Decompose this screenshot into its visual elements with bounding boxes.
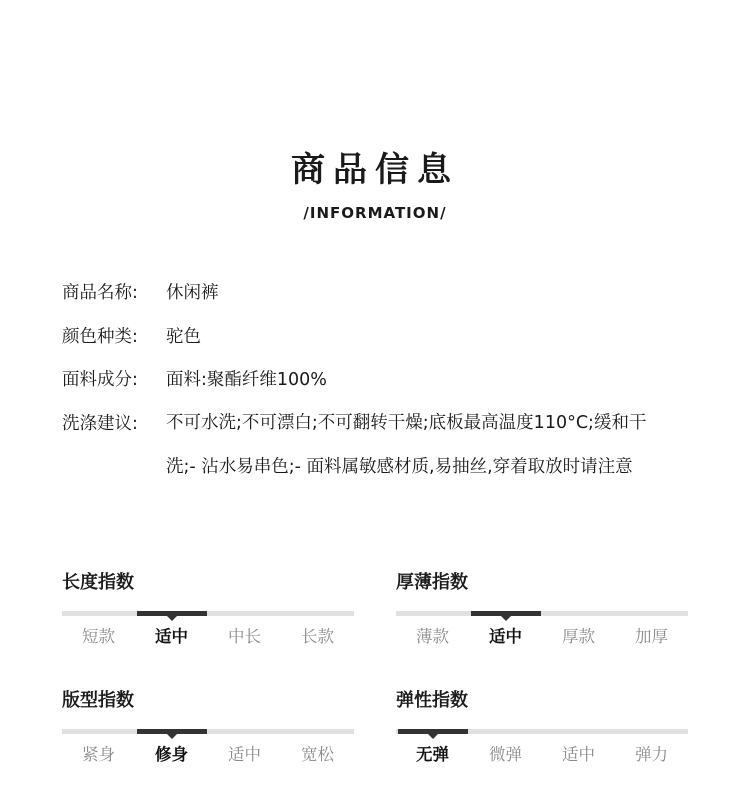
care-line-1: 不可水洗;不可漂白;不可翻转干燥;底板最高温度110°C;缓和干 [166, 413, 647, 433]
index-option: 适中 [155, 627, 188, 646]
index-title: 弹性指数 [396, 690, 468, 711]
info-row-material [62, 366, 702, 394]
info-value [166, 402, 702, 489]
index-option: 厚款 [562, 627, 595, 646]
index-track [62, 611, 354, 616]
care-line-2: 洗;- 沾水易串色;- 面料属敏感材质,易抽丝,穿着取放时请注意 [166, 456, 633, 477]
index-title: 长度指数 [62, 572, 134, 593]
fit-index [62, 689, 354, 764]
index-option: 宽松 [301, 745, 334, 764]
index-options [62, 742, 354, 768]
index-option: 无弹 [416, 745, 449, 764]
index-option: 修身 [155, 745, 188, 764]
info-label: 商品名称: [62, 283, 138, 303]
index-pointer-icon [501, 616, 511, 621]
index-track [62, 729, 354, 734]
index-title: 版型指数 [62, 690, 134, 711]
info-row-name [62, 279, 702, 307]
index-pointer-icon [428, 734, 438, 739]
index-option: 紧身 [82, 745, 115, 764]
index-track [396, 729, 688, 734]
info-row-care [62, 410, 702, 490]
index-option: 薄款 [416, 627, 449, 646]
index-options [396, 742, 688, 768]
product-info [62, 279, 702, 505]
index-option: 适中 [489, 627, 522, 646]
info-label: 颜色种类: [62, 326, 138, 347]
index-track [396, 611, 688, 616]
index-option: 中长 [228, 627, 261, 646]
index-option: 适中 [562, 745, 595, 764]
info-value: 驼色 [166, 326, 201, 347]
length-index [62, 571, 354, 646]
index-option: 微弹 [489, 745, 522, 764]
elasticity-index [396, 689, 688, 764]
index-options [62, 624, 354, 650]
index-option: 加厚 [635, 627, 668, 646]
index-options [396, 624, 688, 650]
thickness-index [396, 571, 688, 646]
index-option: 短款 [82, 627, 115, 646]
info-value: 休闲裤 [166, 283, 219, 303]
index-option: 长款 [301, 627, 334, 646]
index-pointer-icon [167, 616, 177, 621]
index-option: 弹力 [635, 745, 668, 764]
index-pointer-icon [167, 734, 177, 739]
info-label: 洗涤建议: [62, 413, 138, 434]
index-title: 厚薄指数 [396, 572, 468, 593]
info-row-color [62, 323, 702, 351]
index-option: 适中 [228, 745, 261, 764]
info-label: 面料成分: [62, 370, 138, 390]
info-value: 面料:聚酯纤维100% [166, 370, 327, 390]
section-title: 商品信息 [291, 150, 459, 190]
section-subtitle: /INFORMATION/ [303, 204, 447, 222]
